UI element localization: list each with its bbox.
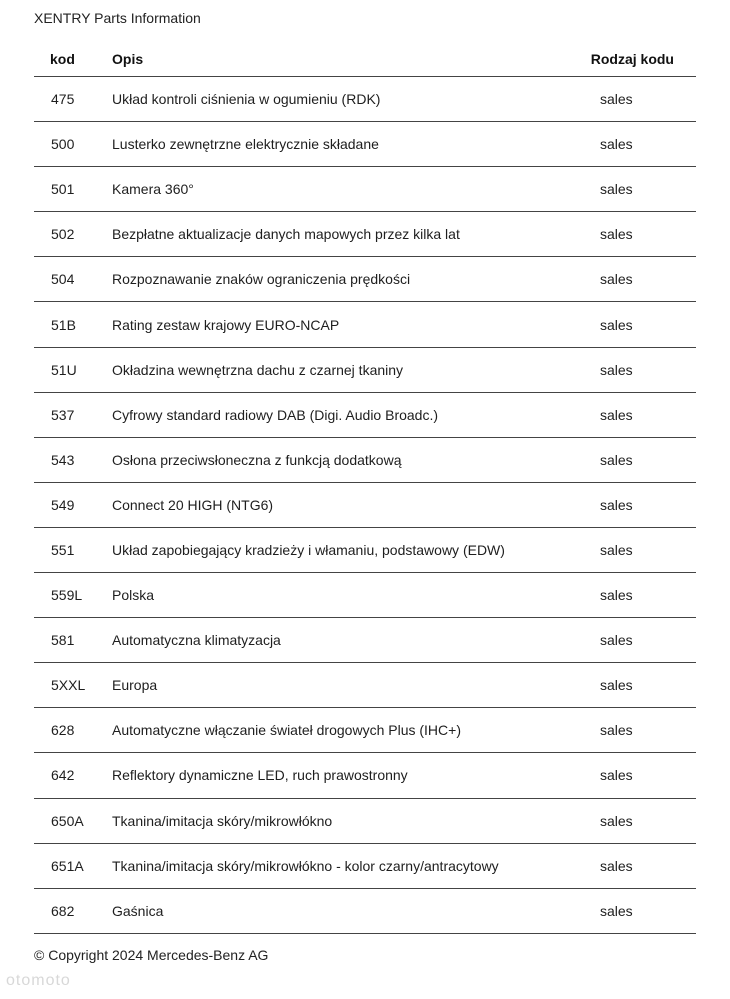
table-row [34, 483, 696, 528]
cell-rodzaj-kodu: sales [600, 91, 633, 108]
table-row [34, 528, 696, 573]
cell-rodzaj-kodu: sales [600, 902, 633, 919]
cell-rodzaj-kodu: sales [600, 181, 633, 198]
parts-table [34, 41, 696, 934]
cell-kod: 650A [51, 812, 84, 829]
table-row [34, 889, 696, 934]
table-row [34, 438, 696, 483]
cell-opis: Układ zapobiegający kradzieży i włamaniu, podstawowy (EDW) [112, 541, 505, 558]
cell-opis: Rozpoznawanie znaków ograniczenia prędkości [112, 271, 411, 288]
cell-kod: 5XXL [51, 677, 86, 694]
table-body [34, 77, 696, 934]
table-row [34, 393, 696, 438]
header-opis: Opis [112, 50, 144, 67]
table-row [34, 799, 696, 844]
table-row [34, 77, 696, 122]
cell-opis: Automatyczna klimatyzacja [112, 632, 281, 649]
cell-opis: Bezpłatne aktualizacje danych mapowych przez kilka lat [112, 226, 460, 243]
cell-rodzaj-kodu: sales [600, 136, 633, 153]
cell-rodzaj-kodu: sales [600, 271, 633, 288]
cell-rodzaj-kodu: sales [600, 451, 633, 468]
cell-kod: 551 [51, 541, 75, 558]
cell-rodzaj-kodu: sales [600, 587, 633, 604]
copyright-footer: © Copyright 2024 Mercedes-Benz AG [34, 947, 269, 963]
header-kod: kod [50, 50, 75, 67]
cell-opis: Okładzina wewnętrzna dachu z czarnej tkaniny [112, 361, 404, 378]
cell-opis: Osłona przeciwsłoneczna z funkcją dodatkową [112, 451, 402, 468]
cell-kod: 51U [51, 361, 77, 378]
cell-kod: 502 [51, 226, 75, 243]
cell-opis: Układ kontroli ciśnienia w ogumieniu (RDK) [112, 91, 381, 108]
table-row [34, 257, 696, 302]
cell-opis: Connect 20 HIGH (NTG6) [112, 496, 274, 513]
table-row [34, 348, 696, 393]
cell-kod: 504 [51, 271, 75, 288]
table-row [34, 122, 696, 167]
cell-opis: Reflektory dynamiczne LED, ruch prawostronny [112, 767, 408, 784]
cell-rodzaj-kodu: sales [600, 722, 633, 739]
cell-opis: Automatyczne włączanie świateł drogowych Plus (IHC+) [112, 722, 461, 739]
cell-rodzaj-kodu: sales [600, 316, 633, 333]
cell-rodzaj-kodu: sales [600, 812, 633, 829]
cell-opis: Tkanina/imitacja skóry/mikrowłókno [112, 812, 333, 829]
cell-rodzaj-kodu: sales [600, 406, 633, 423]
cell-opis: Lusterko zewnętrzne elektrycznie składane [112, 136, 379, 153]
table-row [34, 167, 696, 212]
cell-opis: Gaśnica [112, 902, 164, 919]
cell-kod: 537 [51, 406, 75, 423]
cell-kod: 549 [51, 496, 75, 513]
cell-rodzaj-kodu: sales [600, 496, 633, 513]
cell-rodzaj-kodu: sales [600, 541, 633, 558]
cell-rodzaj-kodu: sales [600, 361, 633, 378]
cell-kod: 501 [51, 181, 75, 198]
watermark-logo: otomoto [6, 972, 71, 989]
table-row [34, 663, 696, 708]
cell-rodzaj-kodu: sales [600, 632, 633, 649]
cell-kod: 543 [51, 451, 75, 468]
cell-kod: 559L [51, 587, 83, 604]
table-row [34, 302, 696, 347]
cell-rodzaj-kodu: sales [600, 857, 633, 874]
cell-opis: Europa [112, 677, 158, 694]
cell-kod: 500 [51, 136, 75, 153]
cell-opis: Tkanina/imitacja skóry/mikrowłókno - kolor czarny/antracytowy [112, 857, 499, 874]
cell-rodzaj-kodu: sales [600, 226, 633, 243]
table-header [34, 41, 696, 77]
cell-kod: 642 [51, 767, 75, 784]
table-row [34, 573, 696, 618]
cell-opis: Rating zestaw krajowy EURO-NCAP [112, 316, 340, 333]
table-row [34, 618, 696, 663]
table-row [34, 708, 696, 753]
table-row [34, 212, 696, 257]
cell-kod: 581 [51, 632, 75, 649]
cell-rodzaj-kodu: sales [600, 677, 633, 694]
cell-opis: Cyfrowy standard radiowy DAB (Digi. Audio Broadc.) [112, 406, 439, 423]
cell-kod: 51B [51, 316, 76, 333]
cell-opis: Kamera 360° [112, 181, 194, 198]
cell-kod: 682 [51, 902, 75, 919]
cell-kod: 475 [51, 91, 75, 108]
header-rodzaj-kodu: Rodzaj kodu [590, 50, 674, 67]
cell-kod: 651A [51, 857, 84, 874]
cell-opis: Polska [112, 587, 155, 604]
table-row [34, 844, 696, 889]
cell-kod: 628 [51, 722, 75, 739]
cell-rodzaj-kodu: sales [600, 767, 633, 784]
table-row [34, 753, 696, 798]
document-title: XENTRY Parts Information [34, 10, 201, 26]
